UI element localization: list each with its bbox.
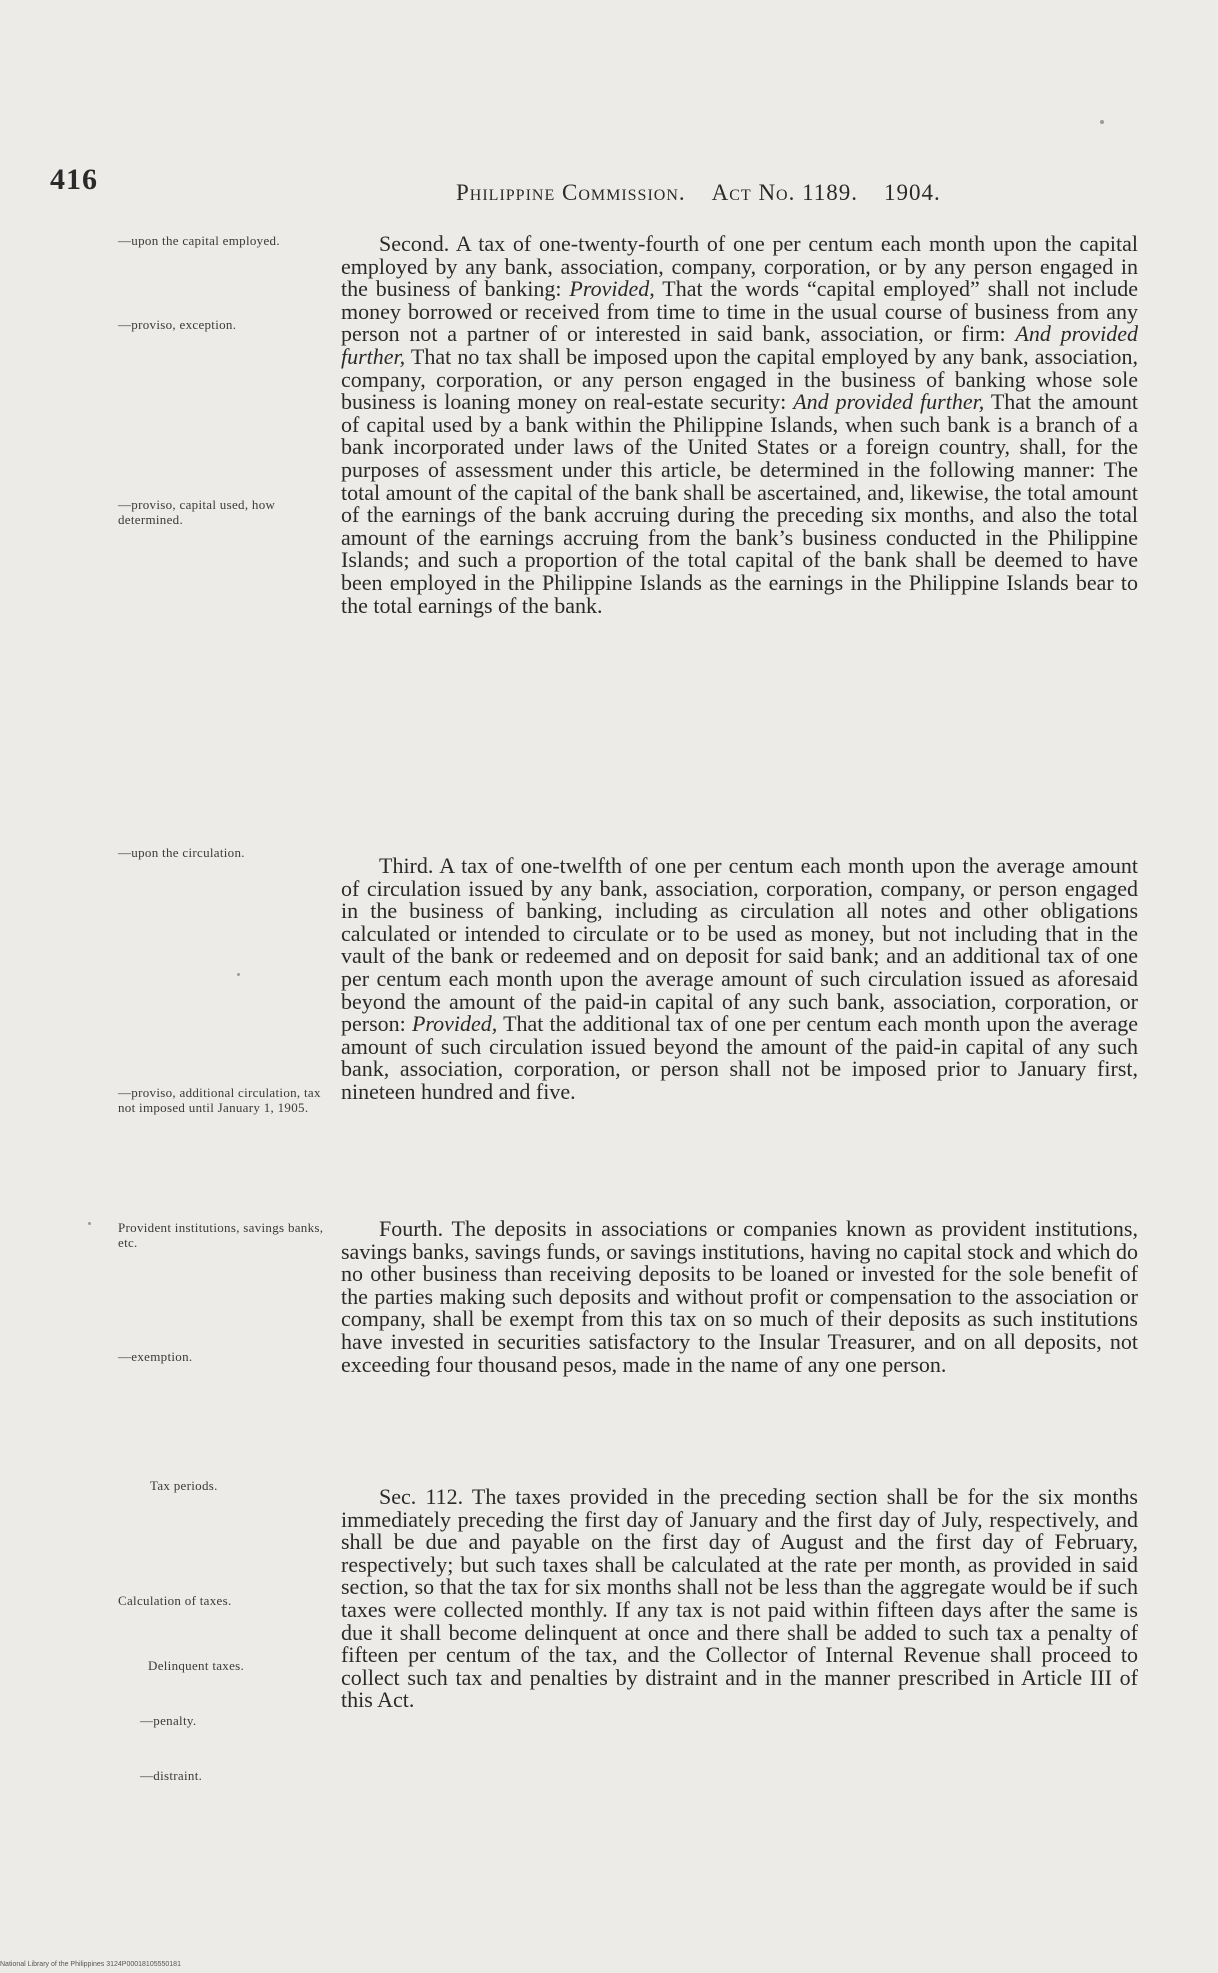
italic-provided: Provided, [411,1011,498,1037]
paragraph-sec-112: Sec. 112. The taxes provided in the preceding section shall be for the six months immediately preceding the first day of January and the first day of July, respectively, and shall be due and payable on the first day of August and the first day of February, respectively; but such taxes shall be calculated at the rate per month, as provided in said section, so that the tax for six months shall not be less than the aggregate would be if such taxes were collected monthly. If any tax is not paid within fifteen days after the same is due it shall become delinquent at once and there shall be added to such tax a penalty of fifteen per centum of the tax, and the Collector of Internal Revenue shall proceed to collect such tax and penalties by distraint and in the manner prescribed in Article III of this Act. [341,1484,1138,1713]
italic-provided: Provided, [569,276,655,302]
margin-note-provident-institutions: Provident institutions, savings banks, etc. [118,1220,324,1250]
text-run: That no tax shall be imposed upon the capital employed by any bank, association, company, corporation, or any person engaged in the business of banking whose sole business is loaning money on real-estate security: [341,343,1138,415]
page-number: 416 [50,163,98,196]
text-run: That the words “capital employed” shall not include money borrowed or received from time to time in the usual course of business from any person not a partner of or interested in said bank, association, or firm: [341,276,1138,347]
scan-speck [237,973,240,976]
scan-identifier: National Library of the Philippines 3124P00018105550181 [0,1961,181,1968]
margin-note-calculation: Calculation of taxes. [118,1593,232,1608]
italic-provided-further: And provided further, [793,389,985,415]
margin-note-capital-used: —proviso, capital used, how determined. [118,497,276,527]
margin-note-exemption: —exemption. [118,1349,193,1364]
text-run: Second. A tax of one-twenty-fourth of one per centum each month upon the capital employed by any bank, association, company, corporation, or by any person engaged in the business of banking: [341,231,1138,302]
text-run: That the amount of capital used by a bank within the Philippine Islands, when such bank is a branch of a bank incorporated under laws of the United States or a foreign country, shall, for the purposes of assessment under this article, be determined in the following manner: The total amount of the capital of the bank shall be ascertained, and, likewise, the total amount of the earnings of the bank accruing during the preceding six months, and also the total amount of the earnings accruing from the bank’s business conducted in the Philippine Islands; and such a proportion of the total capital of the bank shall be deemed to have been employed in the Philippine Islands as the earnings in the Philippine Islands bear to the total earnings of the bank. [341,389,1138,618]
margin-note-capital-employed: —upon the capital employed. [118,233,280,248]
text-run: Third. A tax of one-twelfth of one per centum each month upon the average amount of circulation issued by any bank, association, corporation, company, or person engaged in the business of banking, including as circulation all notes and other obligations calculated or intended to circulate or to be used as money, but not including that in the vault of the bank or redeemed and on deposit for said bank; and an additional tax of one per centum each month upon the average amount of such circulation issued as aforesaid beyond the amount of the paid-in capital of any such bank, association, corporation, or person: [341,853,1138,1037]
margin-note-additional-circulation: —proviso, additional circulation, tax not imposed until January 1, 1905. [118,1085,321,1115]
text-run: That the additional tax of one per centum each month upon the average amount of such circulation issued beyond the amount of the paid-in capital of any such bank, association, corporation, or person shall not be imposed prior to January first, nineteen hundred and five. [341,1011,1138,1104]
margin-note-penalty: —penalty. [140,1713,197,1728]
running-head [456,180,941,206]
scan-speck [1100,120,1104,124]
margin-note-proviso-exception: —proviso, exception. [118,317,237,332]
margin-note-delinquent: Delinquent taxes. [148,1658,245,1673]
running-head-year: 1904. [884,180,941,205]
margin-note-distraint: —distraint. [140,1768,203,1783]
margin-note-tax-periods: Tax periods. [150,1478,218,1493]
paragraph-third [341,855,1138,1104]
running-head-title: Philippine Commission. [456,180,686,205]
scan-speck [88,1222,91,1225]
paragraph-second [341,233,1138,617]
margin-note-circulation: —upon the circulation. [118,845,245,860]
italic-provided-further: And provided further, [341,321,1138,369]
running-head-act: Act No. 1189. [711,180,859,205]
paragraph-fourth: Fourth. The deposits in associations or companies known as provident institutions, savings banks, savings funds, or savings institutions, having no capital stock and which do no other business than receiving deposits to be loaned or invested for the sole benefit of the parties making such deposits and without profit or compensation to the association or company, shall be exempt from this tax on so much of their deposits as such institutions have invested in securities satisfactory to the Insular Treasurer, and on all deposits, not exceeding four thousand pesos, made in the name of any one person. [341,1216,1138,1377]
